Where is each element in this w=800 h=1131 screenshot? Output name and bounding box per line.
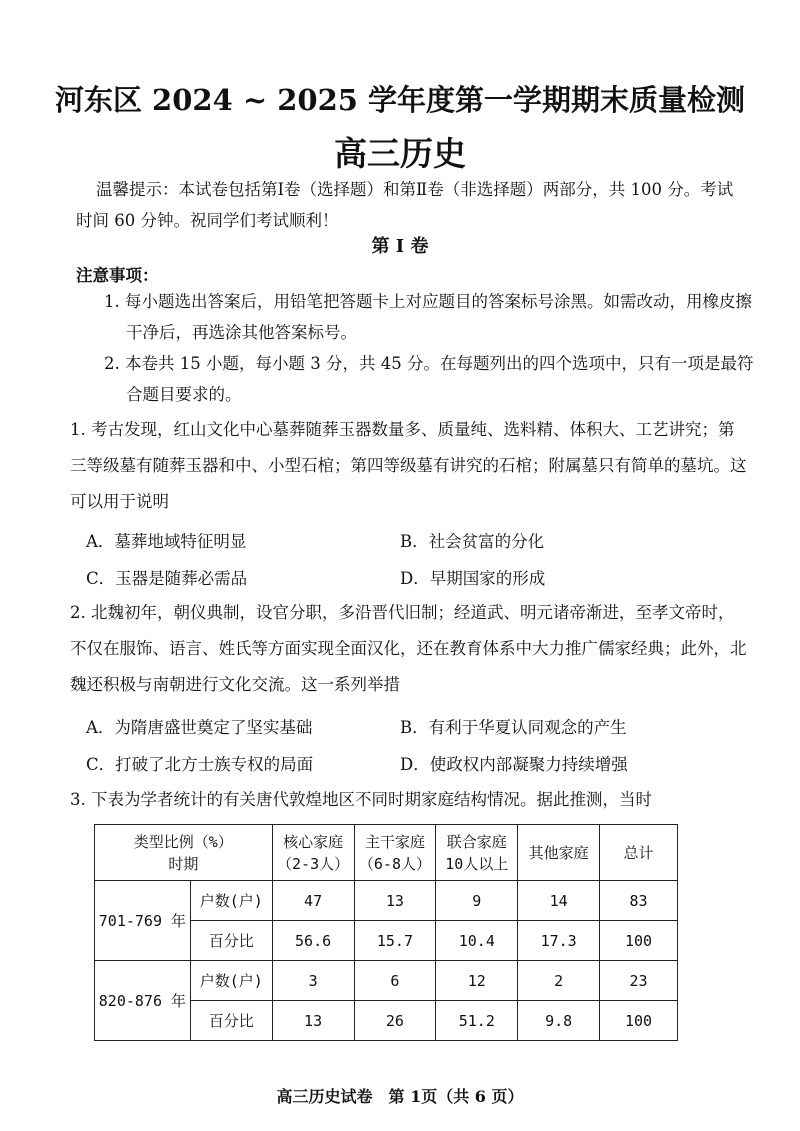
exam-title: 河东区 2024 ~ 2025 学年度第一学期期末质量检测	[54, 83, 746, 117]
column-header-line1: 总计	[623, 843, 654, 862]
question-1-option-c: C．玉器是随葬必需品	[86, 569, 248, 588]
table-cell: 3	[272, 961, 354, 1001]
exam-notice: 温馨提示：本试卷包括第Ⅰ卷（选择题）和第Ⅱ卷（非选择题）两部分，共 100 分。考试时间 60 分钟。祝同学们考试顺利！	[76, 180, 734, 230]
table-cell: 100	[600, 921, 678, 961]
row-label: 百分比	[190, 921, 272, 961]
table-cell: 13	[272, 1001, 354, 1041]
table-cell: 2	[518, 961, 600, 1001]
row-label: 户数(户)	[190, 961, 272, 1001]
table-corner-top: 类型比例（%）	[133, 832, 233, 851]
question-1-option-d: D．早期国家的形成	[400, 569, 546, 588]
period-cell: 820-876 年	[95, 961, 191, 1041]
table-cell: 47	[272, 881, 354, 921]
table-cell: 15.7	[354, 921, 436, 961]
row-label: 户数(户)	[190, 881, 272, 921]
column-header-line1: 联合家庭	[446, 832, 507, 851]
exam-subject: 高三历史	[334, 134, 466, 173]
table-header-row	[95, 825, 678, 881]
table-column-header	[272, 825, 354, 881]
period-cell: 701-769 年	[95, 881, 191, 961]
table-row	[95, 881, 678, 921]
table-cell: 51.2	[436, 1001, 518, 1041]
table-cell: 6	[354, 961, 436, 1001]
table-cell: 13	[354, 881, 436, 921]
table-row	[95, 961, 678, 1001]
question-1-stem: 1. 考古发现，红山文化中心墓葬随葬玉器数量多、质量纯、选料精、体积大、工艺讲究；第三等级墓有随葬玉器和中、小型石棺；第四等级墓有讲究的石棺；附属墓只有简单的墓坑。这可以用于说明	[70, 420, 747, 511]
table-cell: 9.8	[518, 1001, 600, 1041]
question-2-option-d: D．使政权内部凝聚力持续增强	[400, 755, 628, 774]
attention-item: 2. 本卷共 15 小题，每小题 3 分，共 45 分。在每题列出的四个选项中，只有一项是最符合题目要求的。	[104, 354, 754, 404]
column-header-line2: 10人以上	[445, 854, 509, 873]
table-cell: 9	[436, 881, 518, 921]
question-1-option-a: A．墓葬地域特征明显	[86, 532, 247, 551]
table-cell: 26	[354, 1001, 436, 1041]
table-cell: 100	[600, 1001, 678, 1041]
volume-label: 第 Ⅰ 卷	[371, 236, 429, 257]
column-header-line1: 核心家庭	[283, 832, 344, 851]
table-cell: 14	[518, 881, 600, 921]
table-column-header	[600, 825, 678, 881]
column-header-line2: （6-8人）	[358, 854, 431, 873]
table-column-header	[354, 825, 436, 881]
column-header-line2: （2-3人）	[277, 854, 350, 873]
table-cell: 83	[600, 881, 678, 921]
attention-heading: 注意事项：	[76, 266, 159, 285]
question-2-option-a: A．为隋唐盛世奠定了坚实基础	[86, 718, 313, 737]
column-header-line1: 主干家庭	[364, 832, 425, 851]
attention-item: 1. 每小题选出答案后，用铅笔把答题卡上对应题目的答案标号涂黑。如需改动，用橡皮擦干净后，再选涂其他答案标号。	[104, 292, 752, 342]
table-cell: 17.3	[518, 921, 600, 961]
row-label: 百分比	[190, 1001, 272, 1041]
family-structure-table	[94, 824, 678, 1041]
column-header-line1: 其他家庭	[528, 843, 589, 862]
question-3-stem: 3. 下表为学者统计的有关唐代敦煌地区不同时期家庭结构情况。据此推测，当时	[70, 790, 652, 809]
table-cell: 12	[436, 961, 518, 1001]
question-2-option-b: B．有利于华夏认同观念的产生	[400, 718, 627, 737]
table-corner-header	[95, 825, 273, 881]
table-column-header	[436, 825, 518, 881]
question-2-stem: 2. 北魏初年，朝仪典制，设官分职，多沿晋代旧制；经道武、明元诸帝渐进，至孝文帝时，不仅在服饰、语言、姓氏等方面实现全面汉化，还在教育体系中大力推广儒家经典；此外，北魏还积极与南朝进行文化交流。这一系列举措	[70, 603, 747, 694]
table-cell: 23	[600, 961, 678, 1001]
table-column-header	[518, 825, 600, 881]
question-2-option-c: C．打破了北方士族专权的局面	[86, 755, 314, 774]
question-1-option-b: B．社会贫富的分化	[400, 532, 545, 551]
table-corner-bottom: 时期	[168, 854, 199, 873]
page-footer: 高三历史试卷 第 1页（共 6 页）	[276, 1087, 524, 1106]
table-cell: 10.4	[436, 921, 518, 961]
table-cell: 56.6	[272, 921, 354, 961]
